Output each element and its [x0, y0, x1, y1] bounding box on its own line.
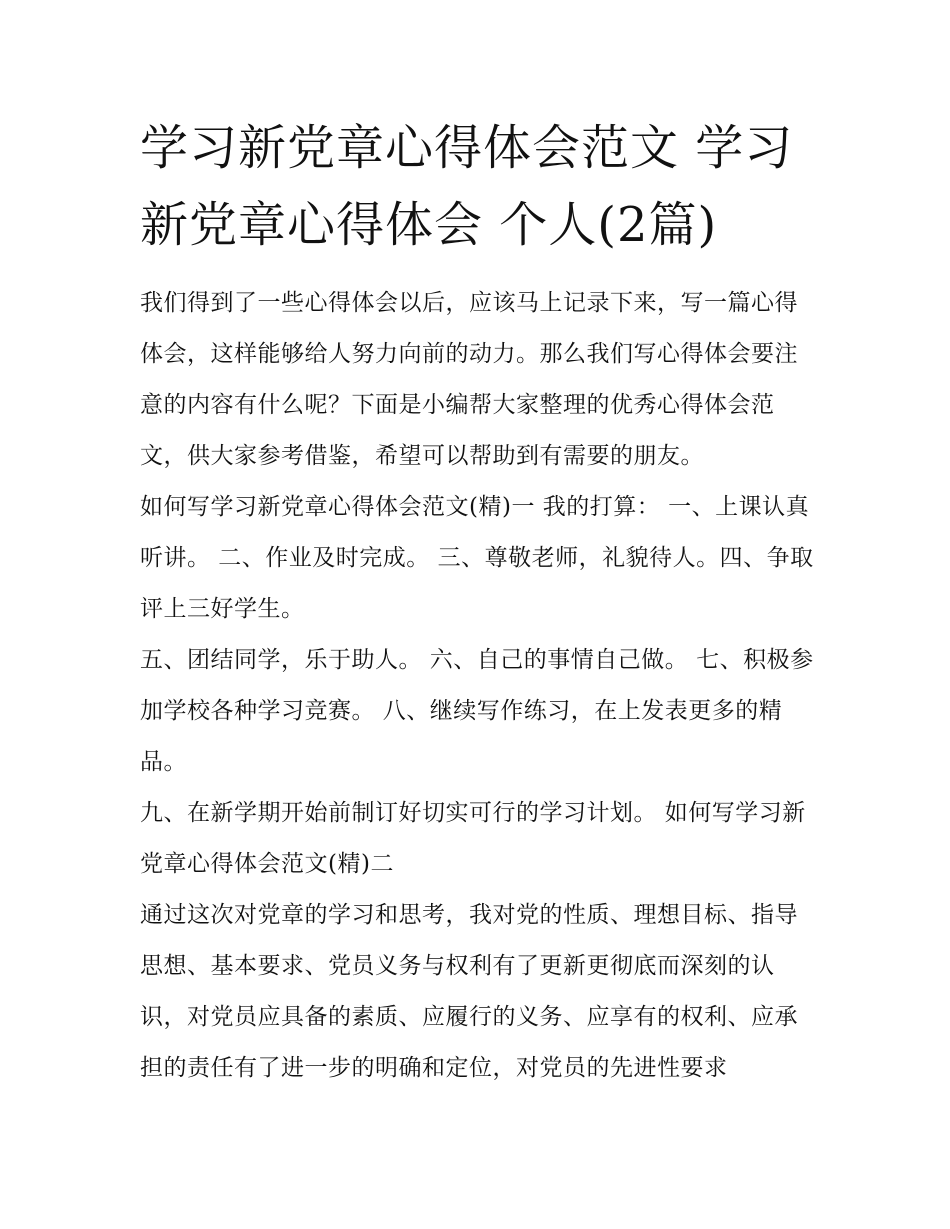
- document-title: 学习新党章心得体会范文 学习新党章心得体会 个人(2篇): [140, 120, 794, 253]
- paragraph-plan-1: 如何写学习新党章心得体会范文(精)一 我的打算： 一、上课认真听讲。 二、作业及时完成。 三、尊敬老师，礼貌待人。四、争取评上三好学生。: [140, 494, 814, 622]
- paragraph-plan-2: 五、团结同学，乐于助人。 六、自己的事情自己做。 七、积极参加学校各种学习竞赛。 八、继续写作练习，在上发表更多的精品。: [140, 647, 814, 775]
- paragraph-plan-3: 九、在新学期开始前制订好切实可行的学习计划。 如何写学习新党章心得体会范文(精)二: [140, 800, 806, 877]
- paragraph-intro: 我们得到了一些心得体会以后，应该马上记录下来，写一篇心得体会，这样能够给人努力向前的动力。那么我们写心得体会要注意的内容有什么呢？下面是小编帮大家整理的优秀心得体会范文，供大家参考借鉴，希望可以帮助到有需要的朋友。: [140, 290, 798, 469]
- paragraph-essay-2: 通过这次对党章的学习和思考，我对党的性质、理想目标、指导思想、基本要求、党员义务与权利有了更新更彻底而深刻的认识，对党员应具备的素质、应履行的义务、应享有的权利、应承担的责任有了进一步的明确和定位，对党员的先进性要求: [140, 902, 798, 1081]
- document-page: [140, 110, 820, 1094]
